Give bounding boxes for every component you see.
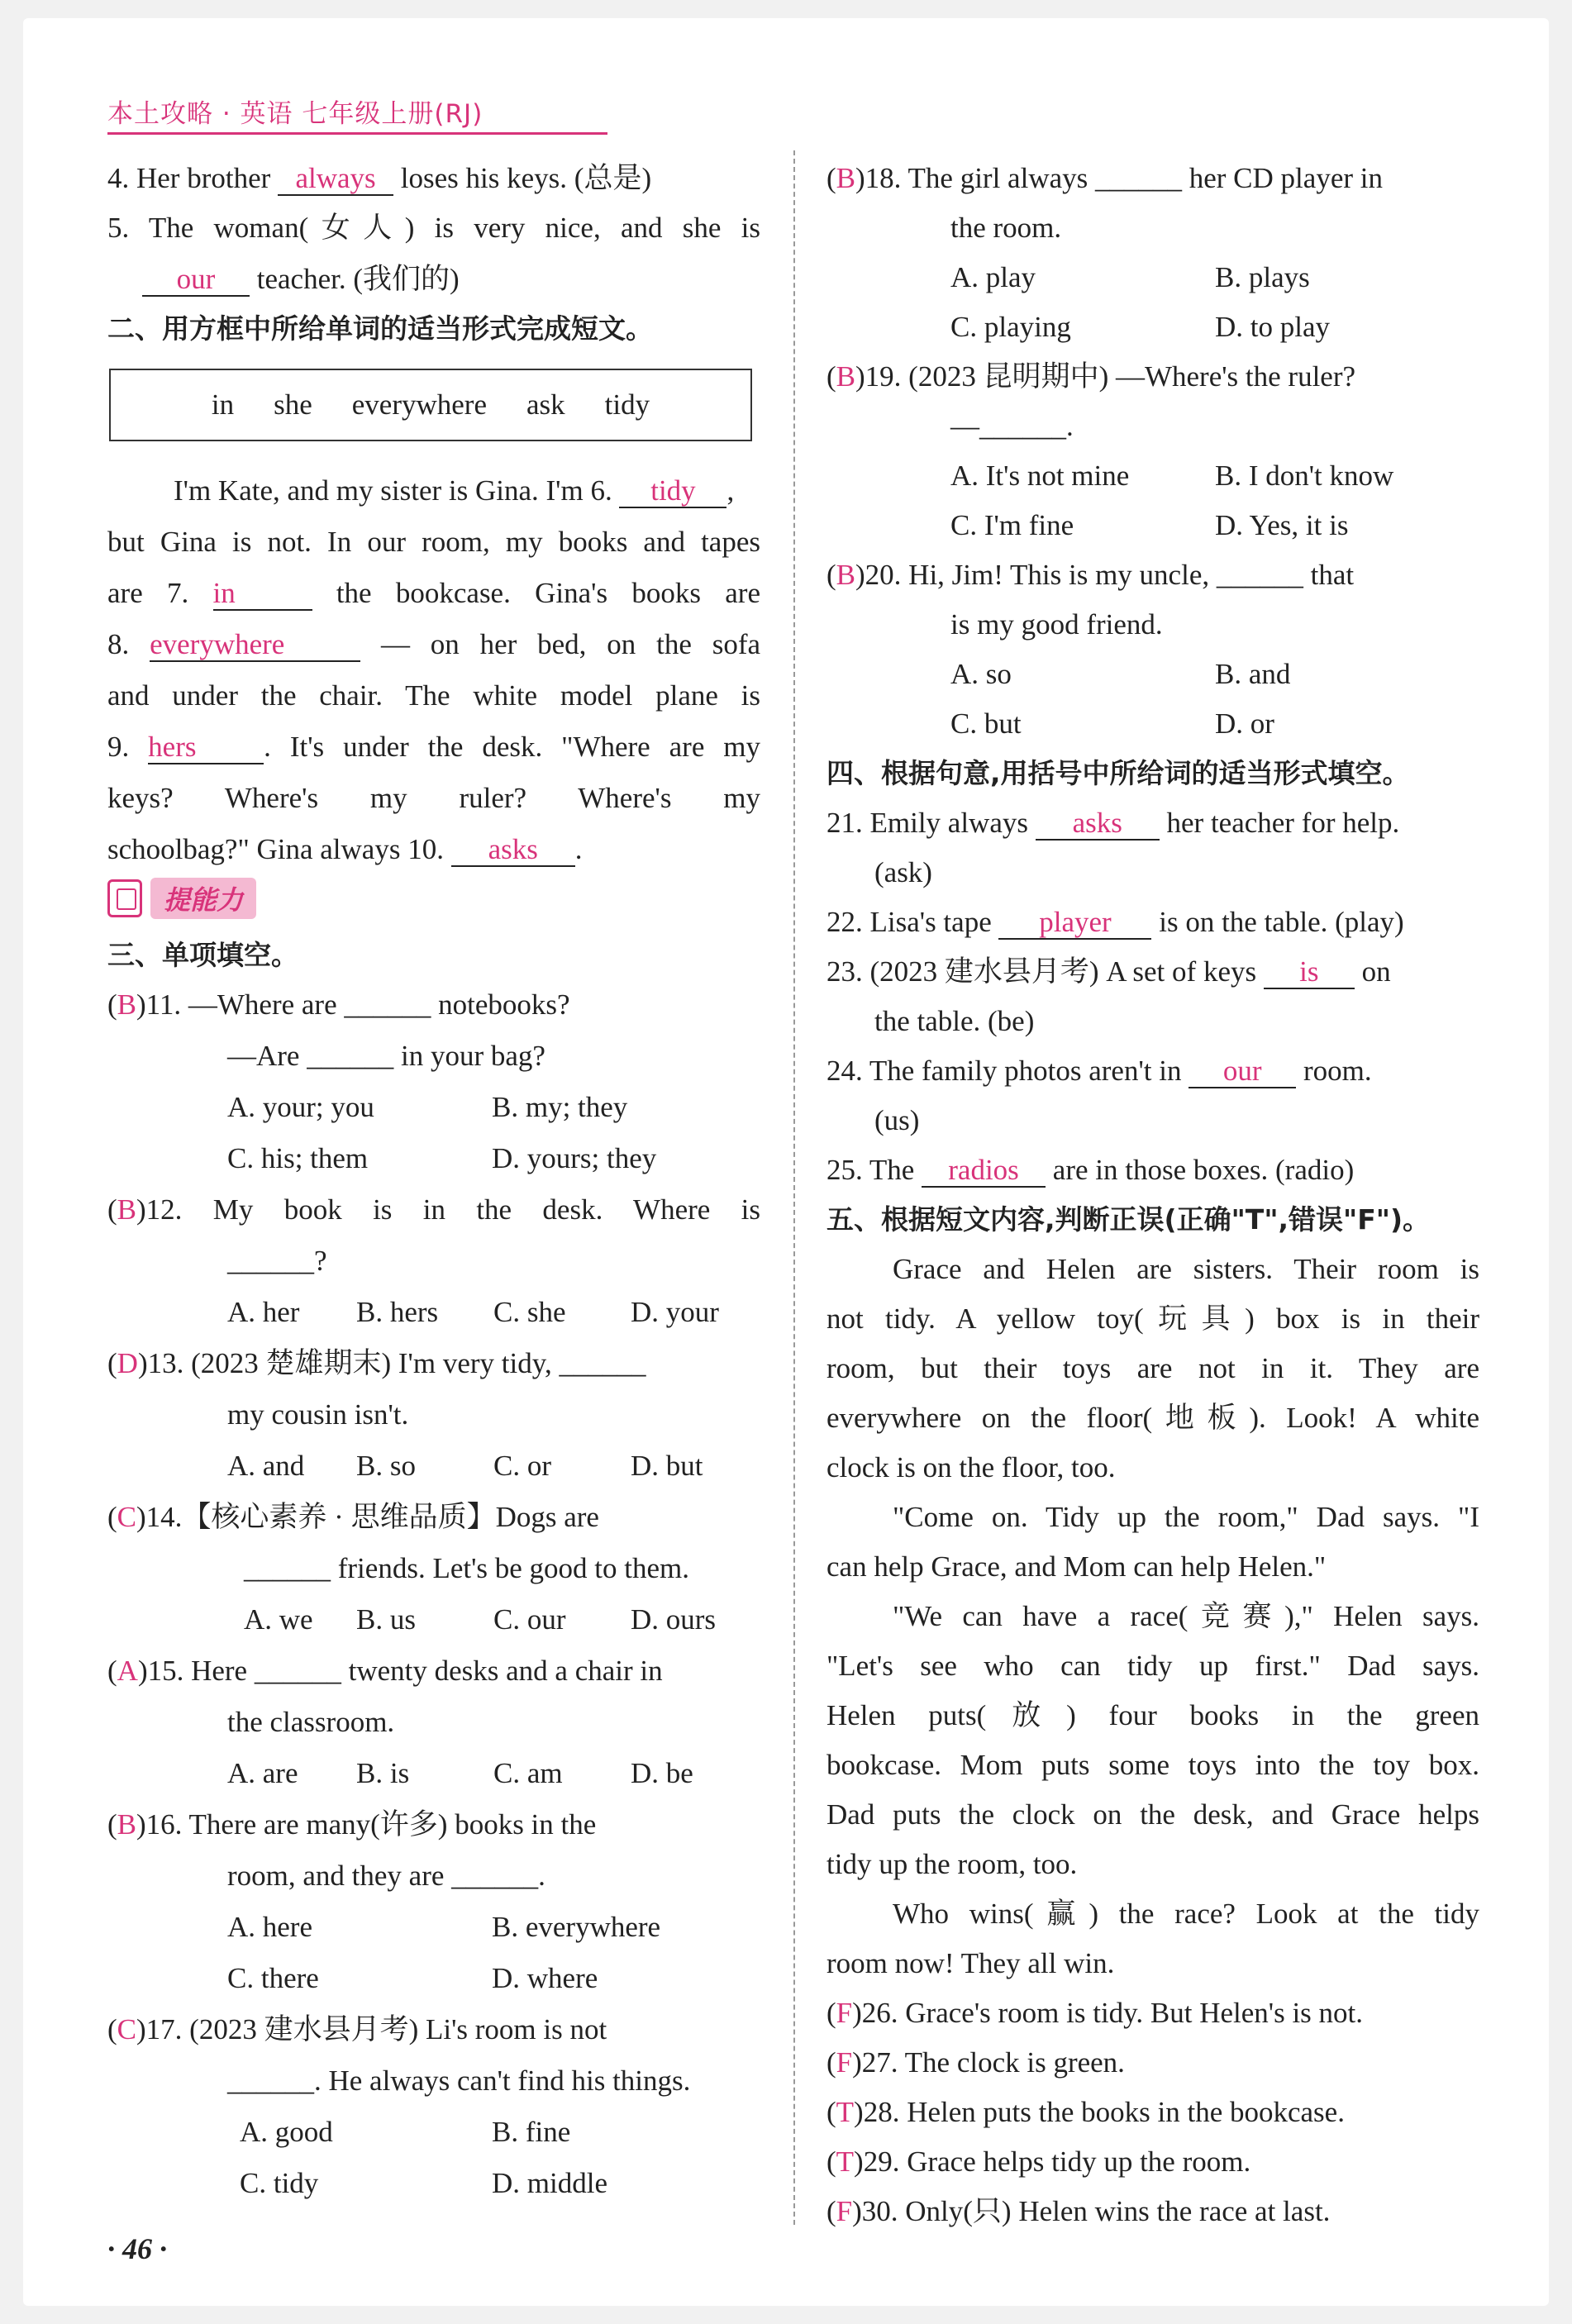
question-4: 4. Her brother always loses his keys. (总是) xyxy=(107,162,652,194)
question-18-options: C. playing D. to play xyxy=(950,311,1331,343)
badge-book-icon xyxy=(107,879,142,917)
answer-23: is xyxy=(1264,956,1355,989)
question-17: (C)17. (2023 建水县月考) Li's room is not xyxy=(107,2013,607,2045)
tf-question: (F)30. Only(只) Helen wins the race at last. xyxy=(826,2195,1331,2227)
answer-12: B xyxy=(117,1193,137,1226)
answer-10: asks xyxy=(451,834,575,867)
question-23-line2: the table. (be) xyxy=(874,1005,1035,1037)
answer-26: F xyxy=(836,1997,853,2029)
question-20-line2: is my good friend. xyxy=(950,608,1163,641)
passage-line: Who wins(赢) the race? Look at the tidy xyxy=(893,1898,1479,1930)
question-16: (B)16. There are many(许多) books in the xyxy=(107,1808,597,1841)
question-20-options: A. so B. and xyxy=(950,658,1291,690)
question-5-line1: 5. The woman(女人) is very nice, and she is xyxy=(107,212,760,244)
answer-19: B xyxy=(836,360,856,393)
answer-21: asks xyxy=(1036,807,1160,841)
question-15-options: A. are B. is C. am D. be xyxy=(227,1757,693,1789)
answer-13: D xyxy=(117,1347,138,1379)
word-box-item: she xyxy=(274,388,312,421)
passage-line: "Come on. Tidy up the room," Dad says. "I xyxy=(893,1501,1479,1533)
page-header: 本土攻略 · 英语 七年级上册(RJ) xyxy=(107,99,484,129)
answer-16: B xyxy=(117,1808,137,1841)
answer-27: F xyxy=(836,2046,853,2079)
question-12-line2: ______? xyxy=(227,1245,327,1277)
answer-14: C xyxy=(117,1501,137,1533)
passage-line: are 7. in the bookcase. Gina's books are xyxy=(107,577,760,609)
question-17-line2: ______. He always can't find his things. xyxy=(227,2064,691,2097)
passage-line: clock is on the floor, too. xyxy=(826,1451,1116,1483)
question-11: (B)11. —Where are ______ notebooks? xyxy=(107,988,570,1021)
question-13-line2: my cousin isn't. xyxy=(227,1398,409,1431)
answer-18: B xyxy=(836,162,856,194)
section-3-heading: 三、单项填空。 xyxy=(107,939,298,971)
passage-line: 9. hers . It's under the desk. "Where are my xyxy=(107,731,761,763)
passage-line: I'm Kate, and my sister is Gina. I'm 6. tidy , xyxy=(174,474,735,507)
passage-line: Grace and Helen are sisters. Their room is xyxy=(893,1253,1479,1285)
passage-line: room now! They all win. xyxy=(826,1947,1115,1979)
question-14-options: A. we B. us C. our D. ours xyxy=(244,1603,717,1636)
question-16-options: C. there D. where xyxy=(227,1962,598,1994)
tf-question: (F)27. The clock is green. xyxy=(826,2046,1125,2079)
question-14: (C)14.【核心素养 · 思维品质】Dogs are xyxy=(107,1501,599,1533)
answer-30: F xyxy=(836,2195,853,2227)
answer-22: player xyxy=(998,907,1151,940)
question-13-options: A. and B. so C. or D. but xyxy=(227,1450,703,1482)
word-box-item: everywhere xyxy=(351,388,487,421)
page-number: · 46 · xyxy=(107,2232,167,2265)
passage-line: everywhere on the floor(地板). Look! A white xyxy=(826,1402,1479,1434)
tf-question: (F)26. Grace's room is tidy. But Helen's is not. xyxy=(826,1997,1364,2029)
question-18: (B)18. The girl always ______ her CD player in xyxy=(826,162,1383,194)
answer-20: B xyxy=(836,559,856,591)
question-19: (B)19. (2023 昆明期中) —Where's the ruler? xyxy=(826,360,1356,393)
question-20-options: C. but D. or xyxy=(950,707,1274,740)
passage-line: Dad puts the clock on the desk, and Grace helps xyxy=(826,1798,1479,1831)
passage-line: room, but their toys are not in it. They are xyxy=(826,1352,1479,1384)
question-25: 25. The radios are in those boxes. (radio) xyxy=(826,1154,1355,1186)
question-24: 24. The family photos aren't in our room. xyxy=(826,1055,1372,1087)
passage-line: not tidy. A yellow toy(玩具) box is in their xyxy=(826,1302,1479,1335)
question-19-options: C. I'm fine D. Yes, it is xyxy=(950,509,1349,541)
answer-9: hers xyxy=(148,731,264,764)
answer-11: B xyxy=(117,988,137,1021)
question-23: 23. (2023 建水县月考) A set of keys is on xyxy=(826,955,1391,988)
header-rule xyxy=(107,132,607,135)
passage-line: "We can have a race(竞赛)," Helen says. xyxy=(893,1600,1479,1632)
question-17-options: C. tidy D. middle xyxy=(240,2167,607,2199)
section-5-heading: 五、根据短文内容,判断正误(正确"T",错误"F")。 xyxy=(826,1203,1431,1236)
question-14-line2: ______ friends. Let's be good to them. xyxy=(244,1552,689,1584)
badge-label: 提能力 xyxy=(150,878,256,919)
word-box-item: in xyxy=(211,388,235,421)
question-15: (A)15. Here ______ twenty desks and a chair in xyxy=(107,1655,663,1687)
section-badge xyxy=(107,878,256,919)
question-22: 22. Lisa's tape player is on the table. (play) xyxy=(826,906,1404,938)
answer-15: A xyxy=(117,1655,138,1687)
answer-7: in xyxy=(213,578,312,611)
passage-line: schoolbag?" Gina always 10. asks . xyxy=(107,833,583,865)
answer-29: T xyxy=(836,2145,855,2178)
question-21: 21. Emily always asks her teacher for help. xyxy=(826,807,1400,839)
tf-question: (T)29. Grace helps tidy up the room. xyxy=(826,2145,1251,2178)
passage-line: Helen puts(放) four books in the green xyxy=(826,1699,1479,1731)
question-17-options: A. good B. fine xyxy=(240,2116,571,2148)
question-13: (D)13. (2023 楚雄期末) I'm very tidy, ______ xyxy=(107,1347,646,1379)
passage-line: bookcase. Mom puts some toys into the toy box. xyxy=(826,1749,1479,1781)
question-5-line2: our teacher. (我们的) xyxy=(107,260,760,299)
answer-28: T xyxy=(836,2096,855,2128)
passage-line: keys? Where's my ruler? Where's my xyxy=(107,782,760,814)
section-2-heading: 二、用方框中所给单词的适当形式完成短文。 xyxy=(107,312,653,345)
passage-line: "Let's see who can tidy up first." Dad says. xyxy=(826,1650,1479,1682)
passage-line: and under the chair. The white model plane is xyxy=(107,679,760,712)
question-12: (B)12. My book is in the desk. Where is xyxy=(107,1193,760,1226)
word-box xyxy=(109,369,752,441)
word-box-item: tidy xyxy=(604,388,650,421)
answer-6: tidy xyxy=(619,475,726,508)
answer-8: everywhere xyxy=(150,629,360,662)
tf-question: (T)28. Helen puts the books in the bookcase. xyxy=(826,2096,1345,2128)
question-18-options: A. play B. plays xyxy=(950,261,1310,293)
question-11-options: C. his; them D. yours; they xyxy=(227,1142,657,1174)
passage-line: tidy up the room, too. xyxy=(826,1848,1078,1880)
question-24-hint: (us) xyxy=(874,1104,920,1136)
answer-4: always xyxy=(278,163,393,196)
question-16-line2: room, and they are ______. xyxy=(227,1860,545,1892)
question-19-line2: —______. xyxy=(950,410,1074,442)
question-21-hint: (ask) xyxy=(874,856,932,888)
question-11-line2: —Are ______ in your bag? xyxy=(227,1040,545,1072)
question-12-options: A. her B. hers C. she D. your xyxy=(227,1296,719,1328)
passage-line: but Gina is not. In our room, my books and tapes xyxy=(107,526,760,558)
answer-25: radios xyxy=(922,1155,1046,1188)
answer-24: our xyxy=(1189,1055,1296,1088)
passage-line: 8. everywhere — on her bed, on the sofa xyxy=(107,628,761,660)
question-18-line2: the room. xyxy=(950,212,1062,244)
section-4-heading: 四、根据句意,用括号中所给词的适当形式填空。 xyxy=(826,757,1410,789)
question-11-options: A. your; you B. my; they xyxy=(227,1091,628,1123)
passage-line: can help Grace, and Mom can help Helen." xyxy=(826,1550,1327,1583)
question-20: (B)20. Hi, Jim! This is my uncle, ______ that xyxy=(826,559,1355,591)
answer-17: C xyxy=(117,2013,137,2045)
question-16-options: A. here B. everywhere xyxy=(227,1911,661,1943)
answer-5: our xyxy=(142,264,250,297)
question-15-line2: the classroom. xyxy=(227,1706,395,1738)
question-19-options: A. It's not mine B. I don't know xyxy=(950,460,1394,492)
word-box-item: ask xyxy=(526,388,565,421)
